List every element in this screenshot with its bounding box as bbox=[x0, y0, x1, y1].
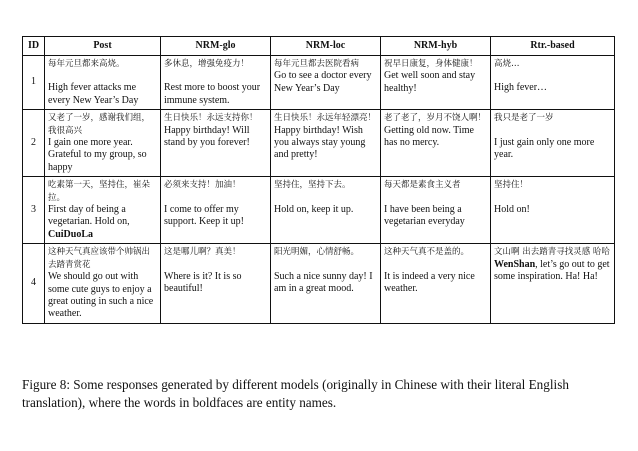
header-id: ID bbox=[23, 37, 45, 56]
english-text: I just gain only one more year. bbox=[494, 136, 595, 161]
header-nrm-glo: NRM-glo bbox=[161, 37, 271, 56]
english-text: Get well soon and stay healthy! bbox=[384, 70, 476, 94]
chinese-text: 生日快乐！永远支持你！ bbox=[164, 113, 258, 124]
english-text bbox=[494, 259, 611, 284]
english-text-part: First day of being a vegetarian. Hold on, bbox=[48, 204, 130, 228]
table-cell bbox=[381, 56, 491, 110]
table-cell bbox=[45, 56, 161, 110]
table-row bbox=[23, 56, 615, 110]
chinese-text: 吃素第一天，坚持住，崔朵拉。 bbox=[48, 180, 151, 203]
table-cell bbox=[45, 177, 161, 244]
chinese-text: 坚持住！ bbox=[494, 180, 529, 191]
english-text: Hold on! bbox=[494, 203, 530, 215]
english-text: Getting old now. Time has no mercy. bbox=[384, 124, 474, 149]
english-text: Where is it? It is so beautiful! bbox=[164, 270, 242, 295]
entity-name: WenShan bbox=[494, 258, 536, 270]
entity-name: CuiDuoLa bbox=[48, 228, 94, 240]
english-text: I have been being a vegetarian everyday bbox=[384, 203, 465, 228]
english-text: High fever… bbox=[494, 82, 548, 94]
table-cell bbox=[491, 177, 615, 244]
chinese-text: 每年元旦都去医院看病 bbox=[274, 59, 360, 69]
chinese-text: 文山啊 出去踏青寻找灵感 哈哈 bbox=[494, 247, 610, 258]
table-cell bbox=[45, 244, 161, 323]
row-id: 3 bbox=[23, 177, 45, 244]
english-text: Go to see a doctor every New Year’s Day bbox=[274, 70, 372, 94]
table-cell bbox=[381, 177, 491, 244]
english-text: Hold on, keep it up. bbox=[274, 203, 354, 215]
english-text: Happy birthday! Will stand by you forever! bbox=[164, 124, 250, 149]
table-cell bbox=[161, 110, 271, 177]
table-cell bbox=[491, 56, 615, 110]
table-row bbox=[23, 110, 615, 177]
table-cell bbox=[271, 244, 381, 323]
table-header-row bbox=[23, 37, 615, 56]
table-row bbox=[23, 177, 615, 244]
table-cell bbox=[161, 244, 271, 323]
chinese-text: 又老了一岁，感谢我们组，我很高兴 bbox=[48, 113, 151, 136]
table-cell bbox=[381, 110, 491, 177]
figure-caption: Figure 8: Some responses generated by different models (originally in Chinese with their literal English translation), where the words in boldfaces are entity names. bbox=[22, 377, 569, 410]
english-text: High fever attacks me every New Year’s Day bbox=[48, 82, 139, 106]
table-cell bbox=[271, 110, 381, 177]
table-cell bbox=[271, 177, 381, 244]
chinese-text: 这种天气真不是盖的。 bbox=[384, 247, 470, 258]
chinese-text: 阳光明媚，心情舒畅。 bbox=[274, 247, 360, 258]
english-text: Such a nice sunny day! I am in a great mood. bbox=[274, 270, 373, 295]
english-text-part: , let’s go out to get some inspiration. Ha! Ha! bbox=[494, 258, 610, 283]
table-cell bbox=[161, 56, 271, 110]
english-text: Rest more to boost your immune system. bbox=[164, 82, 261, 106]
responses-table bbox=[22, 36, 615, 324]
table-cell bbox=[271, 56, 381, 110]
row-id: 2 bbox=[23, 110, 45, 177]
header-nrm-loc: NRM-loc bbox=[271, 37, 381, 56]
table-cell bbox=[491, 244, 615, 323]
english-text: We should go out with some cute guys to enjoy a great outing in such a nice weather. bbox=[48, 271, 154, 320]
table-cell bbox=[161, 177, 271, 244]
row-id: 1 bbox=[23, 56, 45, 110]
english-text: Happy birthday! Wish you always stay young and pretty! bbox=[274, 124, 366, 161]
english-text: I gain one more year. Grateful to my group, so happy bbox=[48, 137, 147, 173]
table-cell bbox=[491, 110, 615, 177]
row-id: 4 bbox=[23, 244, 45, 323]
chinese-text: 每天都是素食主义者 bbox=[384, 180, 461, 191]
chinese-text: 祝早日康复，身体健康！ bbox=[384, 59, 478, 69]
chinese-text: 这种天气真应该带个帅锅出去踏青赏花 bbox=[48, 247, 151, 270]
english-text: It is indeed a very nice weather. bbox=[384, 270, 475, 295]
table-row bbox=[23, 244, 615, 323]
header-nrm-hyb: NRM-hyb bbox=[381, 37, 491, 56]
header-rtr-based: Rtr.-based bbox=[491, 37, 615, 56]
chinese-text: 我只是老了一岁 bbox=[494, 113, 554, 124]
chinese-text: 高烧… bbox=[494, 59, 520, 69]
chinese-text: 坚持住，坚持下去。 bbox=[274, 180, 351, 191]
chinese-text: 必须来支持！加油！ bbox=[164, 180, 241, 191]
table-cell bbox=[381, 244, 491, 323]
english-text bbox=[48, 204, 157, 241]
table-cell bbox=[45, 110, 161, 177]
chinese-text: 每年元旦都来高烧。 bbox=[48, 59, 125, 69]
chinese-text: 生日快乐！永远年轻漂亮！ bbox=[274, 113, 377, 124]
chinese-text: 多休息，增强免疫力！ bbox=[164, 59, 250, 69]
header-post: Post bbox=[45, 37, 161, 56]
chinese-text: 这是哪儿啊？真美！ bbox=[164, 247, 241, 258]
english-text: I come to offer my support. Keep it up! bbox=[164, 203, 244, 228]
chinese-text: 老了老了，岁月不饶人啊！ bbox=[384, 113, 487, 124]
